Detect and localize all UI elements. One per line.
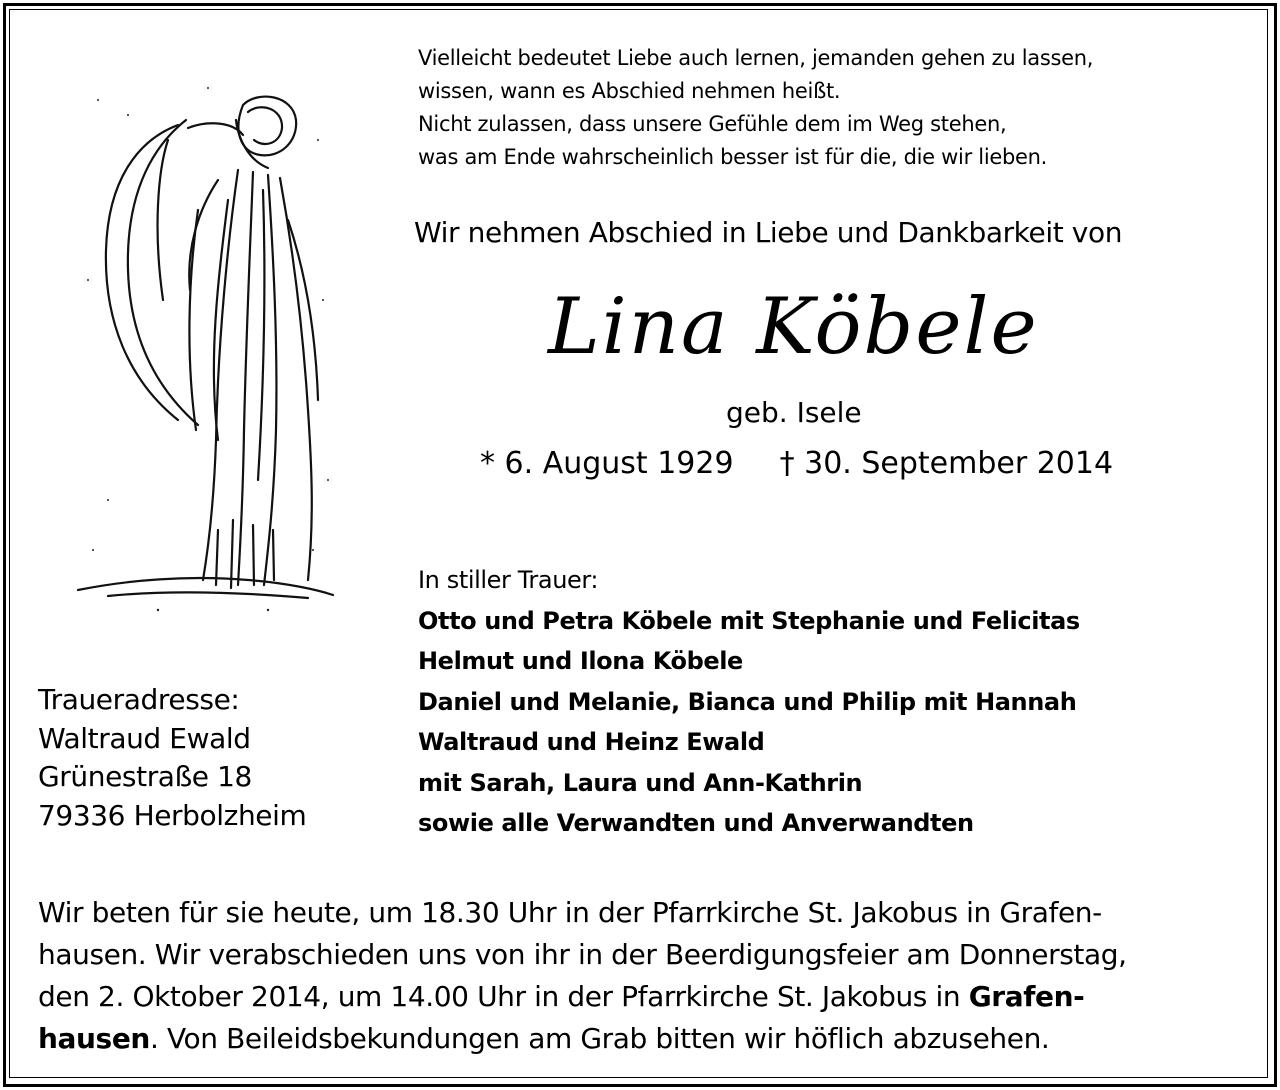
- poem-line: Vielleicht bedeutet Liebe auch lernen, jemanden gehen zu lassen,: [418, 46, 1094, 70]
- death-date: † 30. September 2014: [779, 446, 1114, 481]
- mourner-line: Helmut und Ilona Köbele: [418, 647, 743, 675]
- service-line: Wir beten für sie heute, um 18.30 Uhr in der Pfarrkirche St. Jakobus in Grafen-: [38, 896, 1102, 929]
- mourner-line: Otto und Petra Köbele mit Stephanie und Felicitas: [418, 606, 1080, 635]
- life-dates: [480, 446, 1113, 481]
- poem-line: Nicht zulassen, dass unsere Gefühle dem im Weg stehen,: [418, 112, 1007, 136]
- address-street: Grünestraße 18: [38, 760, 252, 793]
- mourner-line: sowie alle Verwandten und Anverwandten: [418, 809, 974, 837]
- poem-line: wissen, wann es Abschied nehmen heißt.: [418, 79, 841, 103]
- service-place-bold: Grafen-: [968, 980, 1085, 1013]
- poem-line: was am Ende wahrscheinlich besser ist für die, die wir lieben.: [418, 145, 1048, 169]
- service-line: [38, 976, 1248, 1018]
- service-line: hausen. Wir verabschieden uns von ihr in der Beerdigungsfeier am Donnerstag,: [38, 938, 1127, 971]
- address-label: Traueradresse:: [38, 683, 240, 716]
- mourners-list: [418, 560, 1080, 844]
- mourning-address: [38, 681, 306, 835]
- service-text: den 2. Oktober 2014, um 14.00 Uhr in der Pfarrkirche St. Jakobus in: [38, 980, 969, 1013]
- deceased-name: Lina Köbele: [548, 282, 1039, 372]
- maiden-name: geb. Isele: [726, 396, 862, 429]
- service-line: [38, 1018, 1248, 1060]
- service-place-bold: hausen: [38, 1022, 150, 1055]
- address-city: 79336 Herbolzheim: [38, 798, 307, 832]
- angel-sketch-illustration: [68, 80, 338, 620]
- poem-quote: [418, 42, 1258, 174]
- birth-date: * 6. August 1929: [480, 446, 734, 481]
- service-text: . Von Beileidsbekundungen am Grab bitten wir höflich abzusehen.: [149, 1022, 1050, 1055]
- mourner-line: Waltraud und Heinz Ewald: [418, 728, 765, 756]
- service-notice: [38, 892, 1248, 1060]
- mourning-intro: In stiller Trauer:: [418, 566, 599, 594]
- mourner-line: Daniel und Melanie, Bianca und Philip mit Hannah: [418, 687, 1077, 716]
- address-name: Waltraud Ewald: [38, 721, 251, 755]
- farewell-intro: Wir nehmen Abschied in Liebe und Dankbarkeit von: [414, 216, 1123, 249]
- mourner-line: mit Sarah, Laura und Ann-Kathrin: [418, 768, 863, 797]
